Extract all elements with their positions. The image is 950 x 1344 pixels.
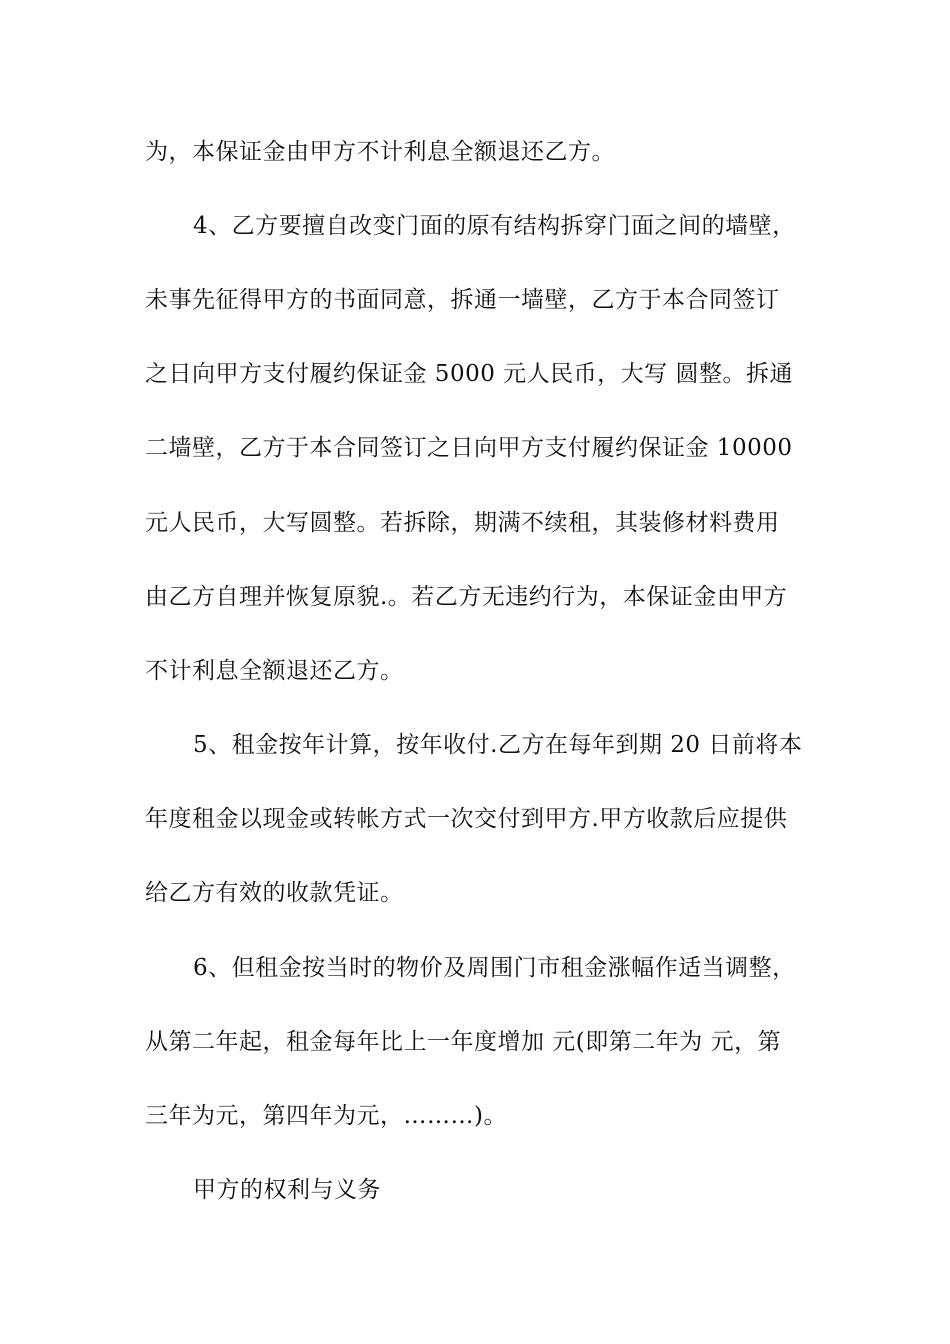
paragraph-line: 为，本保证金由甲方不计利息全额退还乙方。 xyxy=(145,139,615,165)
paragraph-line: 给乙方有效的收款凭证。 xyxy=(145,880,404,906)
paragraph-line: 三年为元，第四年为元，………)。 xyxy=(145,1103,507,1129)
paragraph-line: 5、租金按年计算，按年收付.乙方在每年到期 20 日前将本 xyxy=(193,732,803,758)
paragraph-line: 年度租金以现金或转帐方式一次交付到甲方.甲方收款后应提供 xyxy=(145,806,788,832)
paragraph-line: 二墙壁，乙方于本合同签订之日向甲方支付履约保证金 10000 xyxy=(145,435,793,461)
paragraph-line: 不计利息全额退还乙方。 xyxy=(145,658,404,684)
paragraph-line: 由乙方自理并恢复原貌.。若乙方无违约行为，本保证金由甲方 xyxy=(145,584,788,610)
paragraph-line: 元人民币，大写圆整。若拆除，期满不续租，其装修材料费用 xyxy=(145,510,780,536)
paragraph-line: 从第二年起，租金每年比上一年度增加 元(即第二年为 元，第 xyxy=(145,1029,782,1055)
paragraph-line: 4、乙方要擅自改变门面的原有结构拆穿门面之间的墙壁， xyxy=(193,213,796,239)
section-heading: 甲方的权利与义务 xyxy=(193,1177,381,1203)
paragraph-line: 6、但租金按当时的物价及周围门市租金涨幅作适当调整， xyxy=(193,955,796,981)
paragraph-line: 未事先征得甲方的书面同意，拆通一墙壁，乙方于本合同签订 xyxy=(145,287,780,313)
paragraph-line: 之日向甲方支付履约保证金 5000 元人民币，大写 圆整。拆通 xyxy=(145,361,793,387)
